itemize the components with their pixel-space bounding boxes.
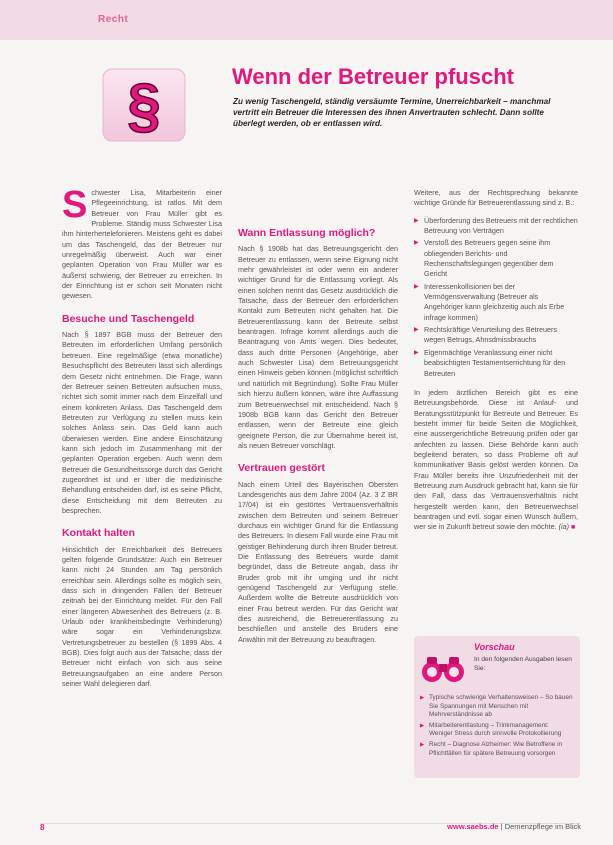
list-item: ▶ Überforderung des Betreuers mit der rechtlichen Betreuung von Verträgen <box>414 216 578 237</box>
end-mark: ■ <box>571 524 576 532</box>
paragraph-contact: Hinsichtlich der Erreichbarkeit des Betreuers gelten folgende Grundsätze: Auch ein Betreuer kann nicht 24 Stunden am Tag persönlich erreichbar sein. Allerdings sollte es möglich sein, dass sich in dringenden Fällen der Betreuer zeitnah bei der Einrichtung meldet. Für den Fall einer längeren Abwesenheit des Betreuers (z. B. Urlaub oder krankheitsbedingte Verhinderung) wäre sogar ein Verhinderungsbzw. Vertretungsbetreuer zu bestellen (§ 1899 Abs. 4 BGB). Dies folgt auch aus der Tatsache, dass der Betreuer nicht einfach von sich aus seine Betreuungsaufgaben an eine andere Person seiner Wahl delegieren darf. <box>62 544 222 689</box>
header-band <box>0 0 613 40</box>
heading-contact: Kontakt halten <box>62 527 135 540</box>
publication-name: Demenzpflege im Blick <box>504 822 581 831</box>
paragraph-visits: Nach § 1897 BGB muss der Betreuer den Betreuten im erforderlichen Umfang persönlich betreuen. Eine regelmäßige (etwa monatliche) Besuchspflicht des Betreuten lässt sich allerdings dem Gesetz nicht entnehmen. Die Frage, wann der Betreuer seinen Betreuten aufsuchen muss, richtet sich somit immer nach dem Einzelfall und einem konkreten Anlass. Das Taschengeld dem Betreuten zur Verfügung zu stellen muss kein solches Anlass sein. Das Geld kann auch überwiesen werden. Eine andere Einschätzung kann sich jedoch im Zusammenhang mit der geplanten Operation ergeben. Auch wenn dem Betreuer die Gesundheitssorge durch das Gericht zugeordnet ist und er über die medizinische Behandlung entscheiden darf, ist es seine Pflicht, diese Entscheidung mit dem Betreuten zu besprechen. <box>62 330 222 515</box>
drop-cap: S <box>62 184 88 226</box>
heading-visits: Besuche und Taschengeld <box>62 312 195 325</box>
intro-paragraph <box>62 184 222 302</box>
list-item: ▶ Mitarbeiterentlastung – Trinkmanagement: Weniger Stress durch sinnvolle Protokollierung <box>420 722 574 739</box>
paragraph-icon <box>102 68 186 142</box>
paragraph-reasons-intro: Weitere, aus der Rechtsprechung bekannte wichtige Gründe für Betreuerentlassung sind z. B.: <box>414 188 578 208</box>
list-item: ▶ Interessenkollisionen bei der Vermögensverwaltung (Betreuer als Angehöriger kann gleichzeitig auch als Erbe infrage kommen) <box>414 282 578 323</box>
author-initials: (ia) <box>558 522 570 532</box>
closing-text: In jedem ärztlichen Bereich gibt es eine Betreuungsbehörde. Diese ist Anlauf- und Beratungsstützpunkt für Betreute und Betreuer. Es besteht immer für beide Seiten die Möglichkeit, eine aussergerichtliche Betreuung prüfen oder gar anfechten zu lassen. Diese Behörde kann auch begleitend beraten, so dass Probleme oft auf kommunikativer Basis gelöst werden können. Da Frau Müller bereits ihre Unzufriedenheit mit der Betreuung zum Ausdruck gebracht hat, kann sie für den Fall, dass das Vertrauensverhältnis nicht hergestellt werden kann, den Betreuerwechsel beantragen und evtl. sogar einen Wunsch äußern, wer sie in Zukunft betreut sowie den möchte. <box>414 387 578 532</box>
column-2 <box>238 188 398 652</box>
paragraph-trust: Nach einem Urteil des Bayerischen Obersten Landesgerichts aus dem Jahre 2004 (Az. 3 Z BR 17/04) ist ein gestörtes Vertrauensverhältnis zwischen dem Betreuten und seinem Betreuer durchaus ein wichtiger Grund für die Entlassung des Betreuers. In diesem Fall wurde eine Frau mit geistiger Behinderung durch ihren Bruder betreut. Die Entlassung des Betreuers wurde damit begründet, dass die Betreute angab, dass ihr Bruder grob mit ihr umging und ihr nicht genügend Taschengeld zur Verfügung stelle. Außerdem wollte die Betreute ausdrücklich von einer Frau betreut werden. Für das Gericht war dies ausreichend, die Betreuerentlassung zu beschließen und anstelle des Bruders eine Anwältin mit der Betreuung zu beauftragen. <box>238 479 398 644</box>
footer <box>447 822 581 831</box>
list-item: ▶ Typische schwierige Verhaltensweisen – So bauen Sie Spannungen mit Menschen mit Mehrverständnisse ab <box>420 694 574 720</box>
paragraph-closing <box>414 388 578 534</box>
heading-trust: Vertrauen gestört <box>238 462 325 475</box>
section-label: Recht <box>98 14 129 25</box>
page-number: 8 <box>40 823 45 832</box>
preview-list <box>420 694 574 760</box>
article-lead: Zu wenig Taschengeld, ständig versäumte Termine, Unerreichbarkeit – manchmal vertritt ein Betreuer die Interessen des ihnen Anvertrauten schlecht. Dann sollte überlegt werden, ob er entlassen wird. <box>233 97 551 128</box>
paragraph-symbol: § <box>127 72 161 139</box>
footer-separator: | <box>500 822 503 831</box>
column-3 <box>414 188 578 541</box>
paragraph-badge <box>102 68 186 142</box>
list-item: ▶ Recht – Diagnose Alzheimer: Wie Betroffene in Pflichtfällen für spätere Betreuung vorsorgen <box>420 741 574 758</box>
preview-intro: In den folgenden Ausgaben lesen Sie: <box>474 656 572 672</box>
binoculars-icon <box>420 654 466 684</box>
list-item: ▶ Rechtskräftige Verurteilung des Betreuers wegen Betrugs, Ahnsdmissbrauchs <box>414 325 578 346</box>
footer-url[interactable]: www.saebs.de <box>447 822 499 831</box>
preview-box <box>414 636 580 778</box>
intro-text: chwester Lisa, Mitarbeiterin einer Pflegeeinrichtung, ist ratlos. Mit dem Betreuer von Frau Müller gibt es Probleme. Ständig muss Schwester Lisa ihm hinterhertelefonieren. Meistens geht es dabei um das Taschengeld, das der Betreuer nur unregelmäßig überweist. Auch war einer geplanten Operation von Frau Müller war es äußerst schwierig, der Betreuer zu erreichen. In der Einrichtung ist er schon seit Monaten nicht gewesen. <box>62 188 222 301</box>
paragraph-dismissal: Nach § 1908b hat das Betreuungsgericht den Betreuer zu entlassen, wenn seine Eignung nicht mehr gewährleistet ist oder wenn ein anderer wichtiger Grund für die Entlassung vorliegt. Als einen solchen nennt das Gesetz ausdrücklich die Tatsache, dass der Betreuer den erforderlichen Kontakt zum Betreuten nicht gehalten hat. Die Betreuerentlassung kann der Betreute selbst beantragen. Infrage kommt allerdings auch die Beantragung von Amts wegen. Dies bedeutet, dass auch dritte Personen (Angehörige, aber auch Schwester Lisa) dem Betreuungsgericht einen Hinweis geben können (möglichst schriftlich und natürlich mit Begründung). Sollte Frau Müller sich hierzu äußern können, wäre ihre Auffassung zum Betreuerwechsel mit entscheidend. Nach § 1908b BGB kann das Gericht den Betreuer entlassen, wenn der Betreute eine gleich geeignete Person, die zur Übernahme bereit ist, als neuen Betreuer vorschlägt. <box>238 244 398 450</box>
heading-dismissal: Wann Entlassung möglich? <box>238 227 376 239</box>
reasons-list <box>414 216 578 379</box>
preview-title: Vorschau <box>474 642 515 652</box>
list-item: ▶ Eigenmächtige Veranlassung einer nicht beabsichtigten Testamentserrichtung für den Betreuten <box>414 348 578 379</box>
column-1 <box>62 184 222 696</box>
list-item: ▶ Verstoß des Betreuers gegen seine ihm obliegenden Berichts- und Rechenschaftslegungen gegenüber dem Gericht <box>414 238 578 279</box>
article-title: Wenn der Betreuer pfuscht <box>232 64 514 89</box>
